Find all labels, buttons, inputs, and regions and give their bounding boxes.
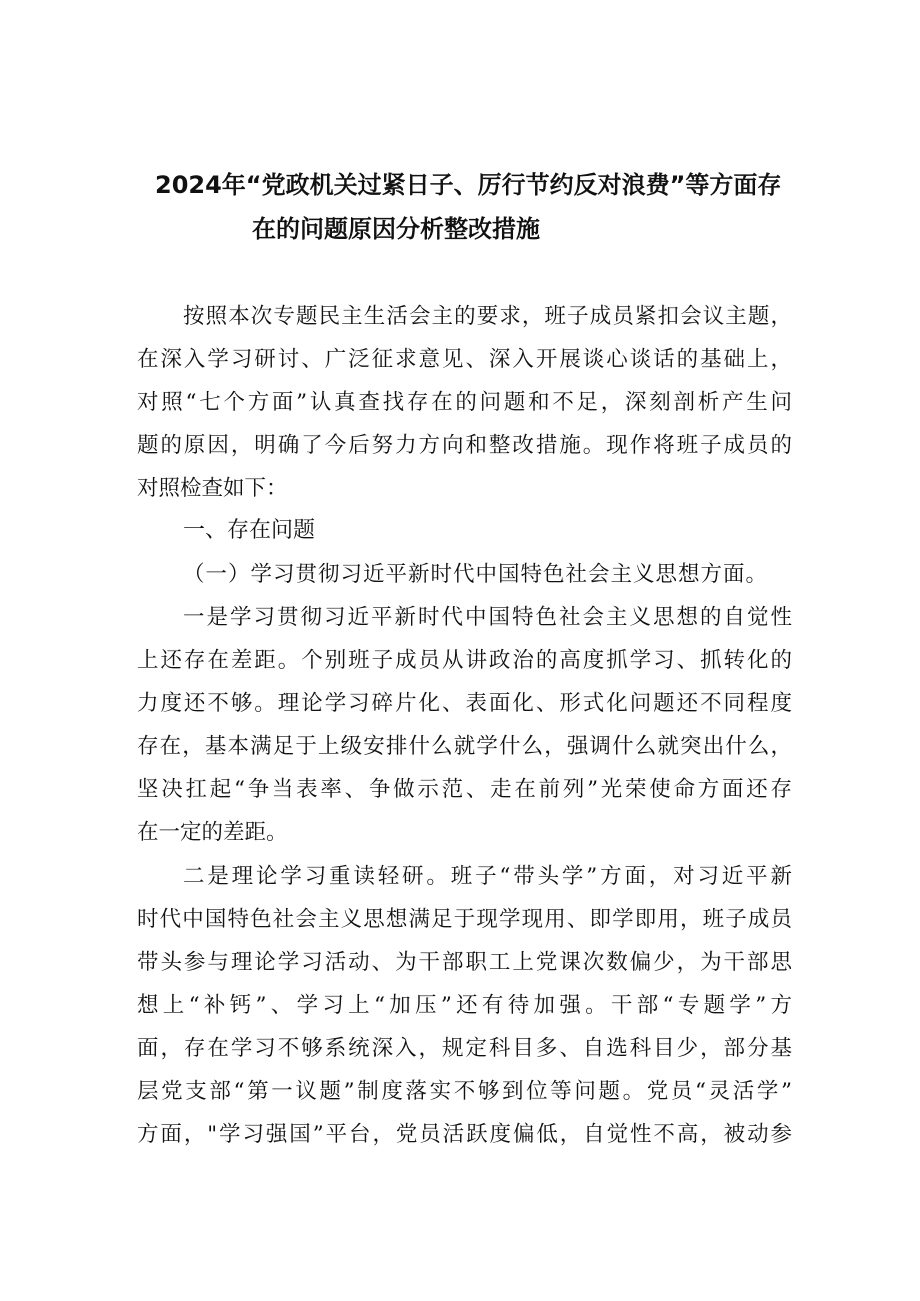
para2-line-5: 面，存在学习不够系统深入，规定科目多、自选科目少，部分基 [137,1036,792,1061]
para2-line-7: 方面，"学习强国”平台，党员活跃度偏低，自觉性不高，被动参 [137,1122,792,1147]
para2-line-2: 时代中国特色社会主义思想满足于现学现用、即学即用，班子成员 [137,907,792,932]
para1-line-6: 在一定的差距。 [137,820,288,845]
para1-line-3: 力度还不够。理论学习碎片化、表面化、形式化问题还不同程度 [137,691,792,716]
document-title-line-2: 在的问题原因分析整改措施 [252,215,540,243]
intro-line-2: 在深入学习研讨、广泛征求意见、深入开展谈心谈话的基础上， [137,347,792,372]
intro-line-4: 题的原因，明确了今后努力方向和整改措施。现作将班子成员的 [137,433,792,458]
intro-line-1: 按照本次专题民主生活会主的要求，班子成员紧扣会议主题， [183,304,792,329]
para2-line-3: 带头参与理论学习活动、为干部职工上党课次数偏少，为干部思 [137,950,792,975]
subsection-heading-study: （一）学习贯彻习近平新时代中国特色社会主义思想方面。 [183,562,769,587]
para1-line-2: 上还存在差距。个别班子成员从讲政治的高度抓学习、抓转化的 [137,648,792,673]
para2-line-4: 想上“补钙”、学习上“加压”还有待加强。干部“专题学”方 [137,993,792,1018]
para2-line-6: 层党支部“第一议题”制度落实不够到位等问题。党员“灵活学” [137,1079,792,1104]
document-title-line-1: 2024年“党政机关过紧日子、厉行节约反对浪费”等方面存 [155,171,782,199]
section-heading-existing-problems: 一、存在问题 [183,518,316,543]
para1-line-1: 一是学习贯彻习近平新时代中国特色社会主义思想的自觉性 [183,605,792,630]
para2-line-1: 二是理论学习重读轻研。班子“带头学”方面，对习近平新 [183,864,792,889]
para1-line-5: 坚决扛起“争当表率、争做示范、走在前列”光荣使命方面还存 [137,777,792,802]
para1-line-4: 存在，基本满足于上级安排什么就学什么，强调什么就突出什么， [137,734,792,759]
intro-line-3: 对照“七个方面”认真查找存在的问题和不足，深刻剖析产生问 [137,390,792,415]
intro-line-5: 对照检查如下： [137,476,288,501]
